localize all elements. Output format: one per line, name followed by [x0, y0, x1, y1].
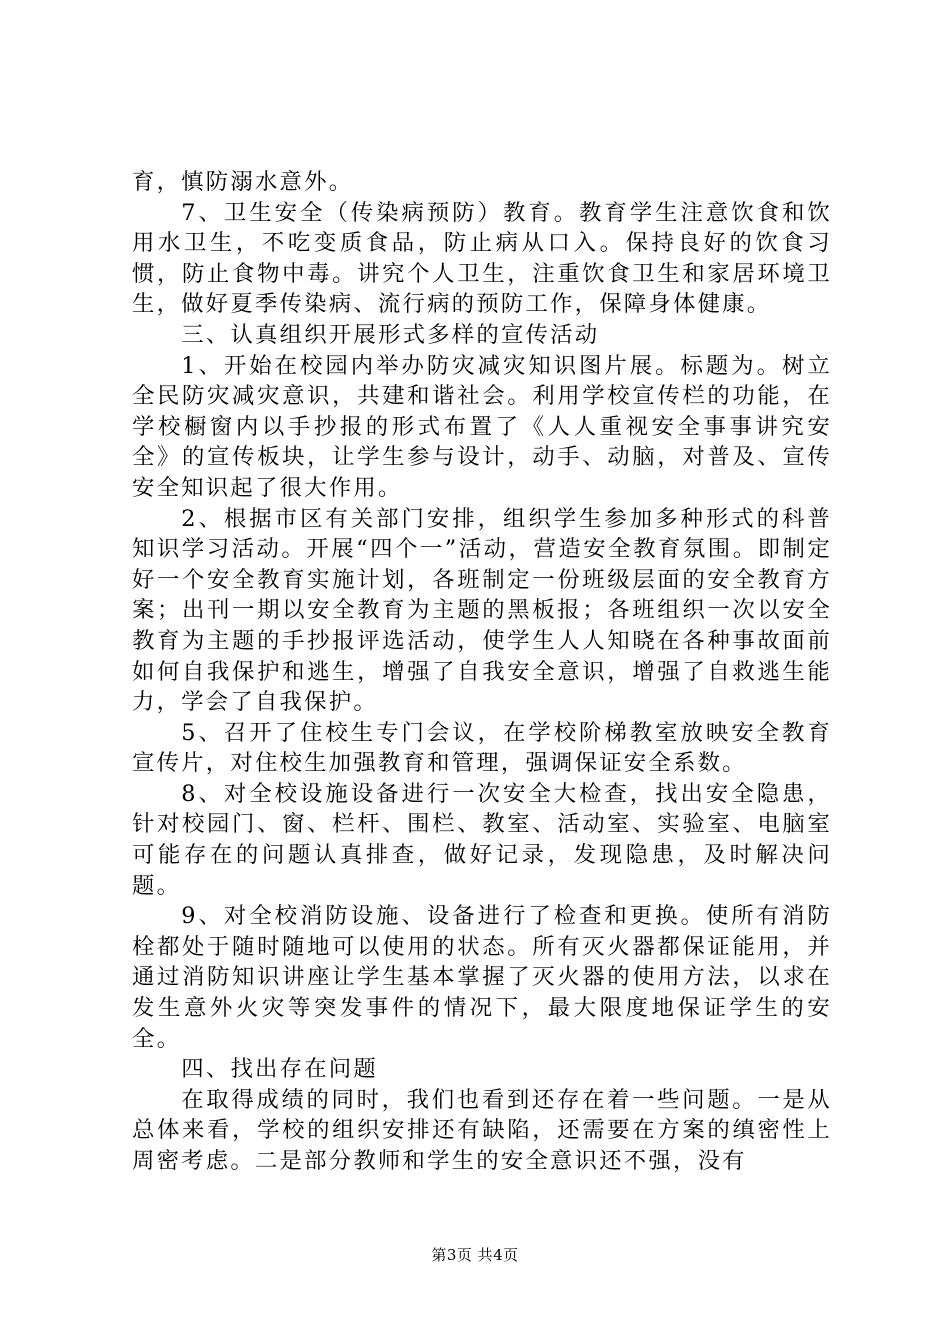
paragraph: 在取得成绩的同时，我们也看到还存在着一些问题。一是从总体来看，学校的组织安排还有缺陷，还需要在方案的缜密性上周密考虑。二是部分教师和学生的安全意识还不强，没有: [132, 1086, 832, 1174]
paragraph: 9、对全校消防设施、设备进行了检查和更换。使所有消防栓都处于随时随地可以使用的状态。所有灭火器都保证能用，并通过消防知识讲座让学生基本掌握了灭火器的使用方法，以求在发生意外火灾等突发事件的情况下，最大限度地保证学生的安全。: [132, 903, 832, 1052]
paragraph: 育，慎防溺水意外。: [132, 169, 354, 195]
section-heading: 四、找出存在问题: [181, 1056, 378, 1083]
paragraph: 2、根据市区有关部门安排，组织学生参加多种形式的科普知识学习活动。开展“四个一”活动，营造安全教育氛围。即制定好一个安全教育实施计划，各班制定一份班级层面的安全教育方案；出刊一期以安全教育为主题的黑板报；各班组织一次以安全教育为主题的手抄报评选活动，使学生人人知晓在各种事故面前如何自我保护和逃生，增强了自我安全意识，增强了自救逃生能力，学会了自我保护。: [132, 505, 832, 716]
paragraph: 5、召开了住校生专门会议，在学校阶梯教室放映安全教育宣传片，对住校生加强教育和管理，强调保证安全系数。: [132, 719, 832, 777]
page-footer: 第3页 共4页: [431, 1246, 519, 1264]
section-heading: 三、认真组织开展形式多样的宣传活动: [181, 321, 600, 348]
document-body: [132, 167, 832, 1177]
paragraph: 8、对全校设施设备进行一次安全大检查，找出安全隐患，针对校园门、窗、栏杆、围栏、教室、活动室、实验室、电脑室可能存在的问题认真排查，做好记录，发现隐患，及时解决问题。: [132, 780, 832, 899]
paragraph: 7、卫生安全（传染病预防）教育。教育学生注意饮食和饮用水卫生，不吃变质食品，防止病从口入。保持良好的饮食习惯，防止食物中毒。讲究个人卫生，注重饮食卫生和家居环境卫生，做好夏季传染病、流行病的预防工作，保障身体健康。: [132, 199, 832, 318]
paragraph: 1、开始在校园内举办防灾减灾知识图片展。标题为。树立全民防灾减灾意识，共建和谐社会。利用学校宣传栏的功能，在学校橱窗内以手抄报的形式布置了《人人重视安全事事讲究安全》的宣传板块，让学生参与设计，动手、动脑，对普及、宣传安全知识起了很大作用。: [132, 352, 832, 501]
